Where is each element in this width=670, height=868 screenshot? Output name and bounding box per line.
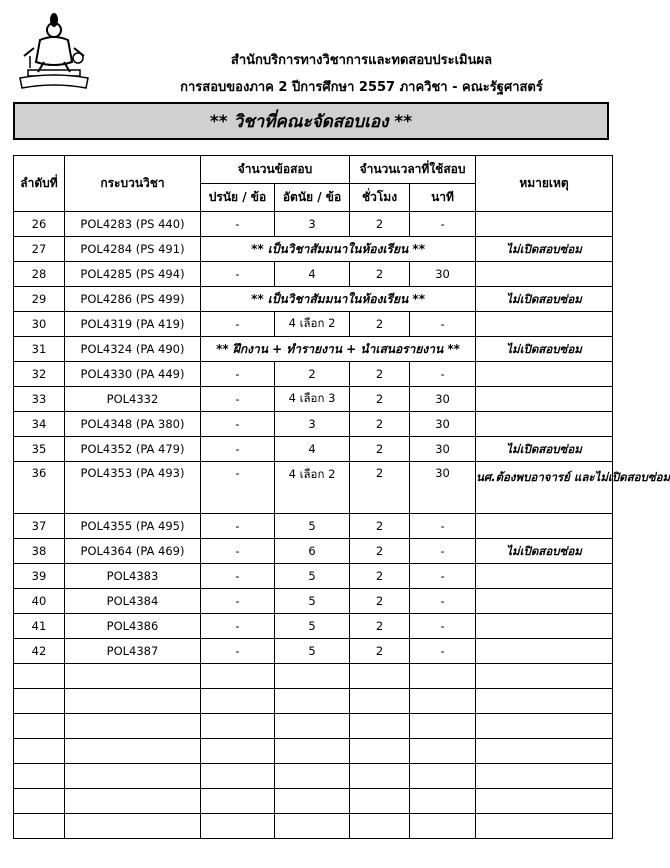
exam-hours: 2 xyxy=(350,639,410,664)
empty-cell xyxy=(201,739,275,764)
exam-hours: 2 xyxy=(350,514,410,539)
course-code: POL4285 (PS 494) xyxy=(65,262,201,287)
mc-count: - xyxy=(201,589,275,614)
empty-cell xyxy=(201,764,275,789)
exam-hours: 2 xyxy=(350,539,410,564)
exam-minutes: - xyxy=(410,639,476,664)
empty-row xyxy=(14,814,613,839)
empty-cell xyxy=(275,689,350,714)
row-number: 30 xyxy=(14,312,65,337)
empty-cell xyxy=(476,764,613,789)
empty-row xyxy=(14,714,613,739)
exam-schedule-table xyxy=(13,155,670,839)
office-title: สำนักบริการทางวิชาการและทดสอบประเมินผล xyxy=(230,53,493,68)
row-number: 26 xyxy=(14,212,65,237)
empty-cell xyxy=(476,689,613,714)
empty-cell xyxy=(410,789,476,814)
remark-cell xyxy=(476,312,613,337)
exam-hours: 2 xyxy=(350,387,410,412)
course-code: POL4324 (PA 490) xyxy=(65,337,201,362)
empty-cell xyxy=(14,814,65,839)
remark-cell xyxy=(476,362,613,387)
course-code: POL4283 (PS 440) xyxy=(65,212,201,237)
row-number: 34 xyxy=(14,412,65,437)
empty-cell xyxy=(275,714,350,739)
header-mc: ปรนัย / ข้อ xyxy=(201,184,275,212)
row-number: 41 xyxy=(14,614,65,639)
remark-cell xyxy=(476,614,613,639)
empty-cell xyxy=(350,764,410,789)
empty-cell xyxy=(410,739,476,764)
exam-minutes: - xyxy=(410,212,476,237)
exam-hours: 2 xyxy=(350,564,410,589)
exam-subtitle: การสอบของภาค 2 ปีการศึกษา 2557 ภาควิชา - คณะรัฐศาสตร์ xyxy=(180,80,543,95)
table-row xyxy=(14,412,613,437)
empty-cell xyxy=(65,689,201,714)
exam-minutes: - xyxy=(410,614,476,639)
table-row xyxy=(14,589,613,614)
exam-hours: 2 xyxy=(350,312,410,337)
empty-cell xyxy=(410,764,476,789)
exam-hours: 2 xyxy=(350,589,410,614)
empty-cell xyxy=(275,664,350,689)
empty-cell xyxy=(410,689,476,714)
empty-cell xyxy=(476,739,613,764)
empty-cell xyxy=(476,814,613,839)
essay-count: 5 xyxy=(275,589,350,614)
table-row xyxy=(14,262,613,287)
table-row xyxy=(14,539,613,564)
course-code: POL4319 (PA 419) xyxy=(65,312,201,337)
remark-cell: ไม่เปิดสอบซ่อม xyxy=(476,539,613,564)
exam-minutes: - xyxy=(410,312,476,337)
mc-count: - xyxy=(201,437,275,462)
essay-count: 6 xyxy=(275,539,350,564)
remark-cell xyxy=(476,212,613,237)
empty-cell xyxy=(201,789,275,814)
table-row xyxy=(14,287,613,312)
mc-count: - xyxy=(201,614,275,639)
empty-row xyxy=(14,739,613,764)
table-row xyxy=(14,639,613,664)
remark-cell: ไม่เปิดสอบซ่อม xyxy=(476,437,613,462)
essay-count: 4 เลือก 2 xyxy=(275,462,350,514)
course-code: POL4284 (PS 491) xyxy=(65,237,201,262)
mc-count: - xyxy=(201,412,275,437)
exam-minutes: - xyxy=(410,514,476,539)
remark-cell xyxy=(476,514,613,539)
course-code: POL4353 (PA 493) xyxy=(65,462,201,514)
essay-count: 3 xyxy=(275,412,350,437)
mc-count: - xyxy=(201,362,275,387)
remark-cell: ไม่เปิดสอบซ่อม xyxy=(476,337,613,362)
empty-cell xyxy=(350,739,410,764)
row-number: 28 xyxy=(14,262,65,287)
course-code: POL4355 (PA 495) xyxy=(65,514,201,539)
mc-count: - xyxy=(201,312,275,337)
empty-cell xyxy=(350,789,410,814)
empty-cell xyxy=(410,814,476,839)
mc-count: - xyxy=(201,564,275,589)
university-logo xyxy=(14,10,94,94)
empty-cell xyxy=(201,664,275,689)
merged-note: ** ฝึกงาน + ทำรายงาน + นำเสนอรายงาน ** xyxy=(201,337,476,362)
course-code: POL4352 (PA 479) xyxy=(65,437,201,462)
row-number: 40 xyxy=(14,589,65,614)
mc-count: - xyxy=(201,262,275,287)
essay-count: 4 xyxy=(275,437,350,462)
empty-cell xyxy=(275,789,350,814)
essay-count: 5 xyxy=(275,514,350,539)
row-number: 27 xyxy=(14,237,65,262)
exam-hours: 2 xyxy=(350,412,410,437)
exam-hours: 2 xyxy=(350,212,410,237)
mc-count: - xyxy=(201,387,275,412)
remark-cell xyxy=(476,564,613,589)
exam-minutes: - xyxy=(410,564,476,589)
empty-cell xyxy=(275,814,350,839)
empty-cell xyxy=(14,714,65,739)
course-code: POL4386 xyxy=(65,614,201,639)
merged-note: ** เป็นวิชาสัมมนาในห้องเรียน ** xyxy=(201,237,476,262)
exam-minutes: - xyxy=(410,539,476,564)
empty-cell xyxy=(350,714,410,739)
exam-minutes: 30 xyxy=(410,387,476,412)
empty-cell xyxy=(350,689,410,714)
remark-cell xyxy=(476,589,613,614)
table-row xyxy=(14,337,613,362)
exam-hours: 2 xyxy=(350,362,410,387)
empty-cell xyxy=(201,714,275,739)
essay-count: 4 เลือก 2 xyxy=(275,312,350,337)
exam-hours: 2 xyxy=(350,262,410,287)
merged-note: ** เป็นวิชาสัมมนาในห้องเรียน ** xyxy=(201,287,476,312)
table-row xyxy=(14,514,613,539)
empty-cell xyxy=(65,789,201,814)
empty-cell xyxy=(476,714,613,739)
course-code: POL4387 xyxy=(65,639,201,664)
course-code: POL4330 (PA 449) xyxy=(65,362,201,387)
row-number: 39 xyxy=(14,564,65,589)
empty-cell xyxy=(14,664,65,689)
course-code: POL4383 xyxy=(65,564,201,589)
empty-cell xyxy=(14,789,65,814)
header-time: จำนวนเวลาที่ใช้สอบ xyxy=(350,156,476,184)
header-no: ลำดับที่ xyxy=(14,156,65,212)
empty-cell xyxy=(65,764,201,789)
course-code: POL4384 xyxy=(65,589,201,614)
table-row xyxy=(14,312,613,337)
table-row xyxy=(14,437,613,462)
header-hours: ชั่วโมง xyxy=(350,184,410,212)
table-row xyxy=(14,212,613,237)
exam-minutes: 30 xyxy=(410,262,476,287)
empty-row xyxy=(14,764,613,789)
remark-cell xyxy=(476,639,613,664)
row-number: 42 xyxy=(14,639,65,664)
remark-cell xyxy=(476,262,613,287)
row-number: 29 xyxy=(14,287,65,312)
mc-count: - xyxy=(201,462,275,514)
table-row xyxy=(14,237,613,262)
course-code: POL4364 (PA 469) xyxy=(65,539,201,564)
table-row xyxy=(14,462,613,514)
row-number: 32 xyxy=(14,362,65,387)
empty-cell xyxy=(14,689,65,714)
empty-cell xyxy=(410,664,476,689)
essay-count: 4 เลือก 3 xyxy=(275,387,350,412)
row-number: 36 xyxy=(14,462,65,514)
exam-minutes: 30 xyxy=(410,412,476,437)
course-code: POL4286 (PS 499) xyxy=(65,287,201,312)
empty-cell xyxy=(350,664,410,689)
row-number: 33 xyxy=(14,387,65,412)
remark-cell: ไม่เปิดสอบซ่อม xyxy=(476,237,613,262)
course-code: POL4348 (PA 380) xyxy=(65,412,201,437)
empty-cell xyxy=(201,814,275,839)
table-row xyxy=(14,387,613,412)
header-minutes: นาที xyxy=(410,184,476,212)
empty-cell xyxy=(65,714,201,739)
empty-cell xyxy=(410,714,476,739)
mc-count: - xyxy=(201,539,275,564)
exam-minutes: 30 xyxy=(410,462,476,514)
exam-minutes: - xyxy=(410,362,476,387)
empty-cell xyxy=(65,814,201,839)
remark-cell xyxy=(476,412,613,437)
empty-cell xyxy=(65,739,201,764)
header-course: กระบวนวิชา xyxy=(65,156,201,212)
header-remark: หมายเหตุ xyxy=(476,156,613,212)
essay-count: 4 xyxy=(275,262,350,287)
essay-count: 5 xyxy=(275,639,350,664)
empty-row xyxy=(14,664,613,689)
table-row xyxy=(14,564,613,589)
mc-count: - xyxy=(201,639,275,664)
exam-minutes: 30 xyxy=(410,437,476,462)
empty-cell xyxy=(65,664,201,689)
header-essay: อัตนัย / ข้อ xyxy=(275,184,350,212)
empty-row xyxy=(14,789,613,814)
table-row xyxy=(14,362,613,387)
section-banner: ** วิชาที่คณะจัดสอบเอง ** xyxy=(13,102,609,140)
empty-row xyxy=(14,689,613,714)
remark-cell: ไม่เปิดสอบซ่อม xyxy=(476,287,613,312)
remark-cell xyxy=(476,387,613,412)
header-items: จำนวนข้อสอบ xyxy=(201,156,350,184)
course-code: POL4332 xyxy=(65,387,201,412)
mc-count: - xyxy=(201,514,275,539)
exam-hours: 2 xyxy=(350,614,410,639)
essay-count: 3 xyxy=(275,212,350,237)
row-number: 38 xyxy=(14,539,65,564)
table-row xyxy=(14,614,613,639)
mc-count: - xyxy=(201,212,275,237)
empty-cell xyxy=(275,764,350,789)
empty-cell xyxy=(476,789,613,814)
empty-cell xyxy=(14,764,65,789)
empty-cell xyxy=(476,664,613,689)
exam-hours: 2 xyxy=(350,437,410,462)
essay-count: 2 xyxy=(275,362,350,387)
empty-cell xyxy=(275,739,350,764)
empty-cell xyxy=(14,739,65,764)
essay-count: 5 xyxy=(275,614,350,639)
exam-minutes: - xyxy=(410,589,476,614)
exam-hours: 2 xyxy=(350,462,410,514)
row-number: 35 xyxy=(14,437,65,462)
essay-count: 5 xyxy=(275,564,350,589)
remark-cell: นศ.ต้องพบอาจารย์ และไม่เปิดสอบซ่อม xyxy=(476,462,613,514)
empty-cell xyxy=(201,689,275,714)
row-number: 37 xyxy=(14,514,65,539)
row-number: 31 xyxy=(14,337,65,362)
empty-cell xyxy=(350,814,410,839)
